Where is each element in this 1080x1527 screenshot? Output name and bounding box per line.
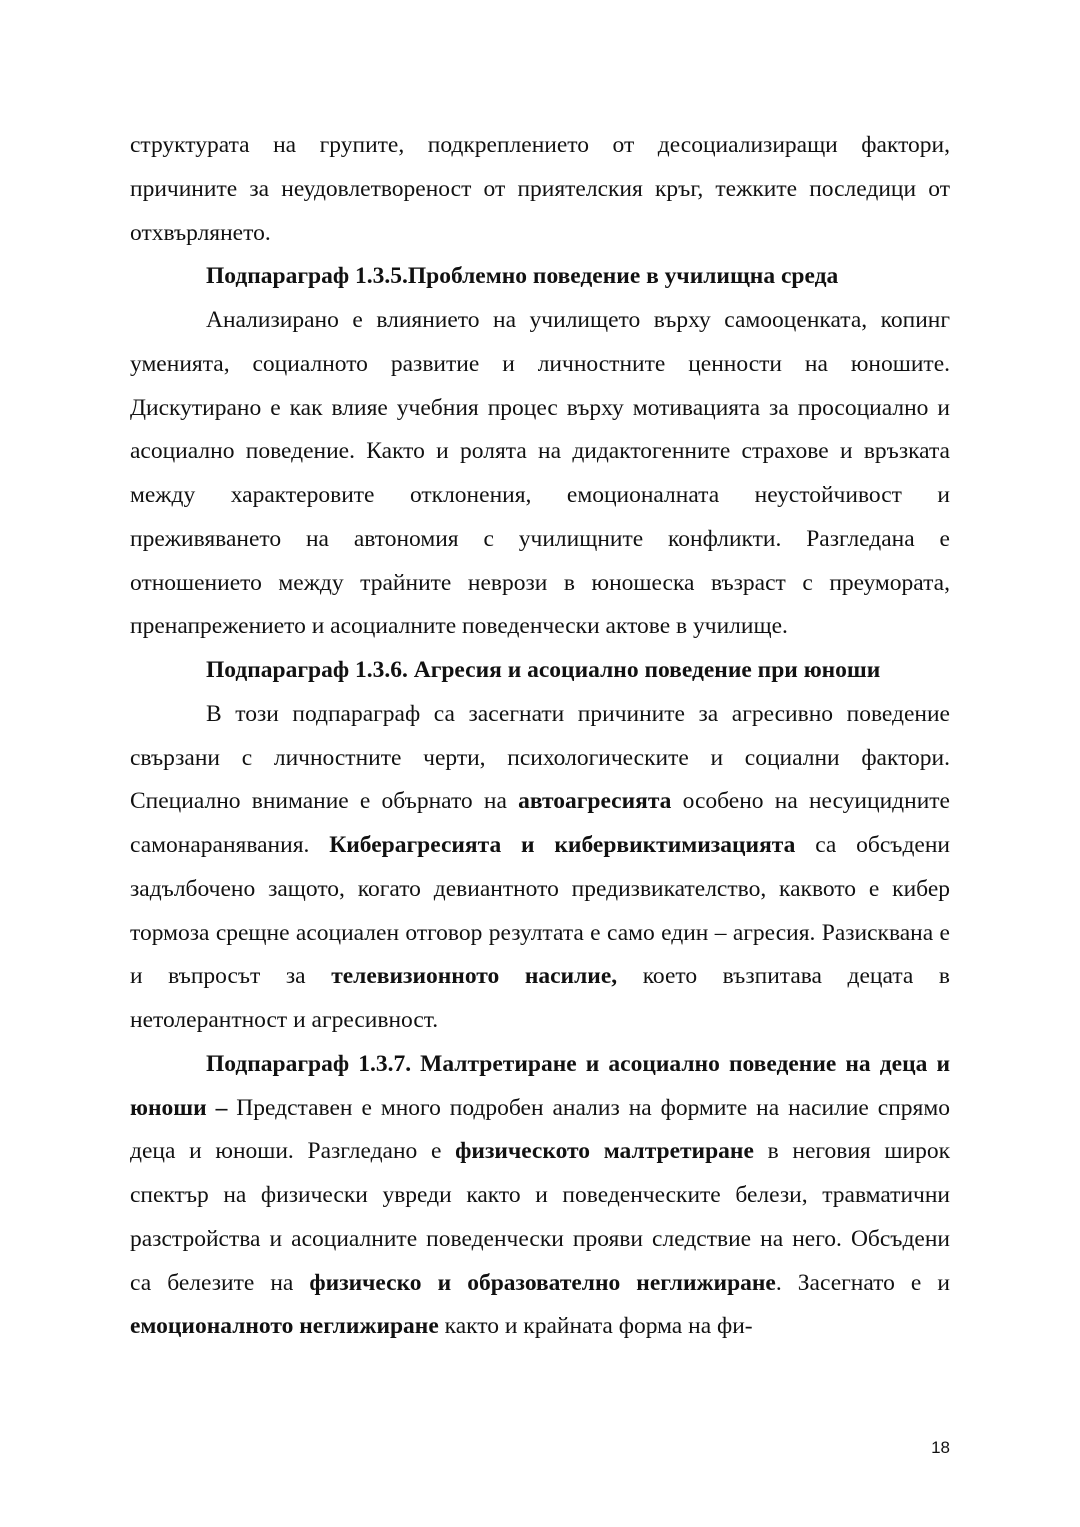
intro-paragraph: структурата на групите, подкреплението от десоциализиращи фактори, причините за неудовлетвореност от приятелския кръг, тежките последици от отхвърлянето. — [130, 132, 950, 246]
bold-term-cyberaggression: Киберагресията и кибервиктимизацията — [329, 832, 796, 858]
body-text-run: Представен е много подробен анализ на формите на насилие спрямо деца и юноши. Разгледано е — [130, 1094, 950, 1165]
bold-term-physical-educational-neglect: физическо и образователно неглижиране — [309, 1269, 776, 1296]
bold-term-emotional-neglect: емоционалното неглижиране — [130, 1313, 439, 1340]
section-1-3-7 — [130, 1043, 950, 1349]
bold-term-physical-abuse: физическото малтретиране — [455, 1138, 754, 1165]
page-body-text — [130, 124, 950, 1349]
body-text-run: . Засегнато е и — [775, 1269, 950, 1296]
section-heading-1-3-6: Подпараграф 1.3.6. Агресия и асоциално поведение при юноши — [206, 657, 881, 683]
page-number: 18 — [931, 1438, 950, 1457]
body-text-run: особено на несуицидните самонаранявания. — [130, 788, 950, 858]
bold-term-tv-violence: телевизионното насилие, — [331, 963, 618, 990]
section-heading-1-3-5: Подпараграф 1.3.5.Проблемно поведение в училищна среда — [206, 263, 839, 290]
body-text-run: което възпитава децата в нетолерантност и агресивност. — [130, 963, 950, 1033]
section-body-1-3-6 — [130, 693, 950, 1043]
section-heading-1-3-7: Подпараграф 1.3.7. Малтретиране и асоциално поведение на деца и юноши – — [130, 1050, 950, 1121]
body-text-run: В този подпараграф са засегнати причините за агресивно поведение свързани с личностните черти, психологическите и социални фактори. Специално внимание е обърнато на — [130, 700, 950, 815]
body-text-run: в неговия широк спектър на физически увреди както и поведенческите белези, травматични разстройства и асоциалните поведенчески прояви следствие на него. Обсъдени са белезите на — [130, 1138, 951, 1296]
bold-term-autoaggression: автоагресията — [518, 788, 672, 815]
body-text-run: както и крайната форма на фи- — [438, 1313, 753, 1340]
body-text-run: са обсъдени задълбочено защото, когато девиантното предизвикателство, каквото е кибер тормоза срещне асоциален отговор резултата е само един – агресия. Разисквана е и въпросът за — [130, 832, 950, 990]
section-body-1-3-5: Анализирано е влиянието на училището върху самооценката, копинг уменията, социалното развитие и личностните ценности на юношите. Дискутирано е как влияе учебния процес върху мотивацията за просоциално и асоциално поведение. Както и ролята на дидактогенните страхове и връзката между характеровите отклонения, емоционалната неустойчивост и преживяването на автономия с училищните конфликти. Разгледана е отношението между трайните неврози в юношеска възраст с преумората, пренапрежението и асоциалните поведенчески актове в училище. — [130, 307, 950, 640]
